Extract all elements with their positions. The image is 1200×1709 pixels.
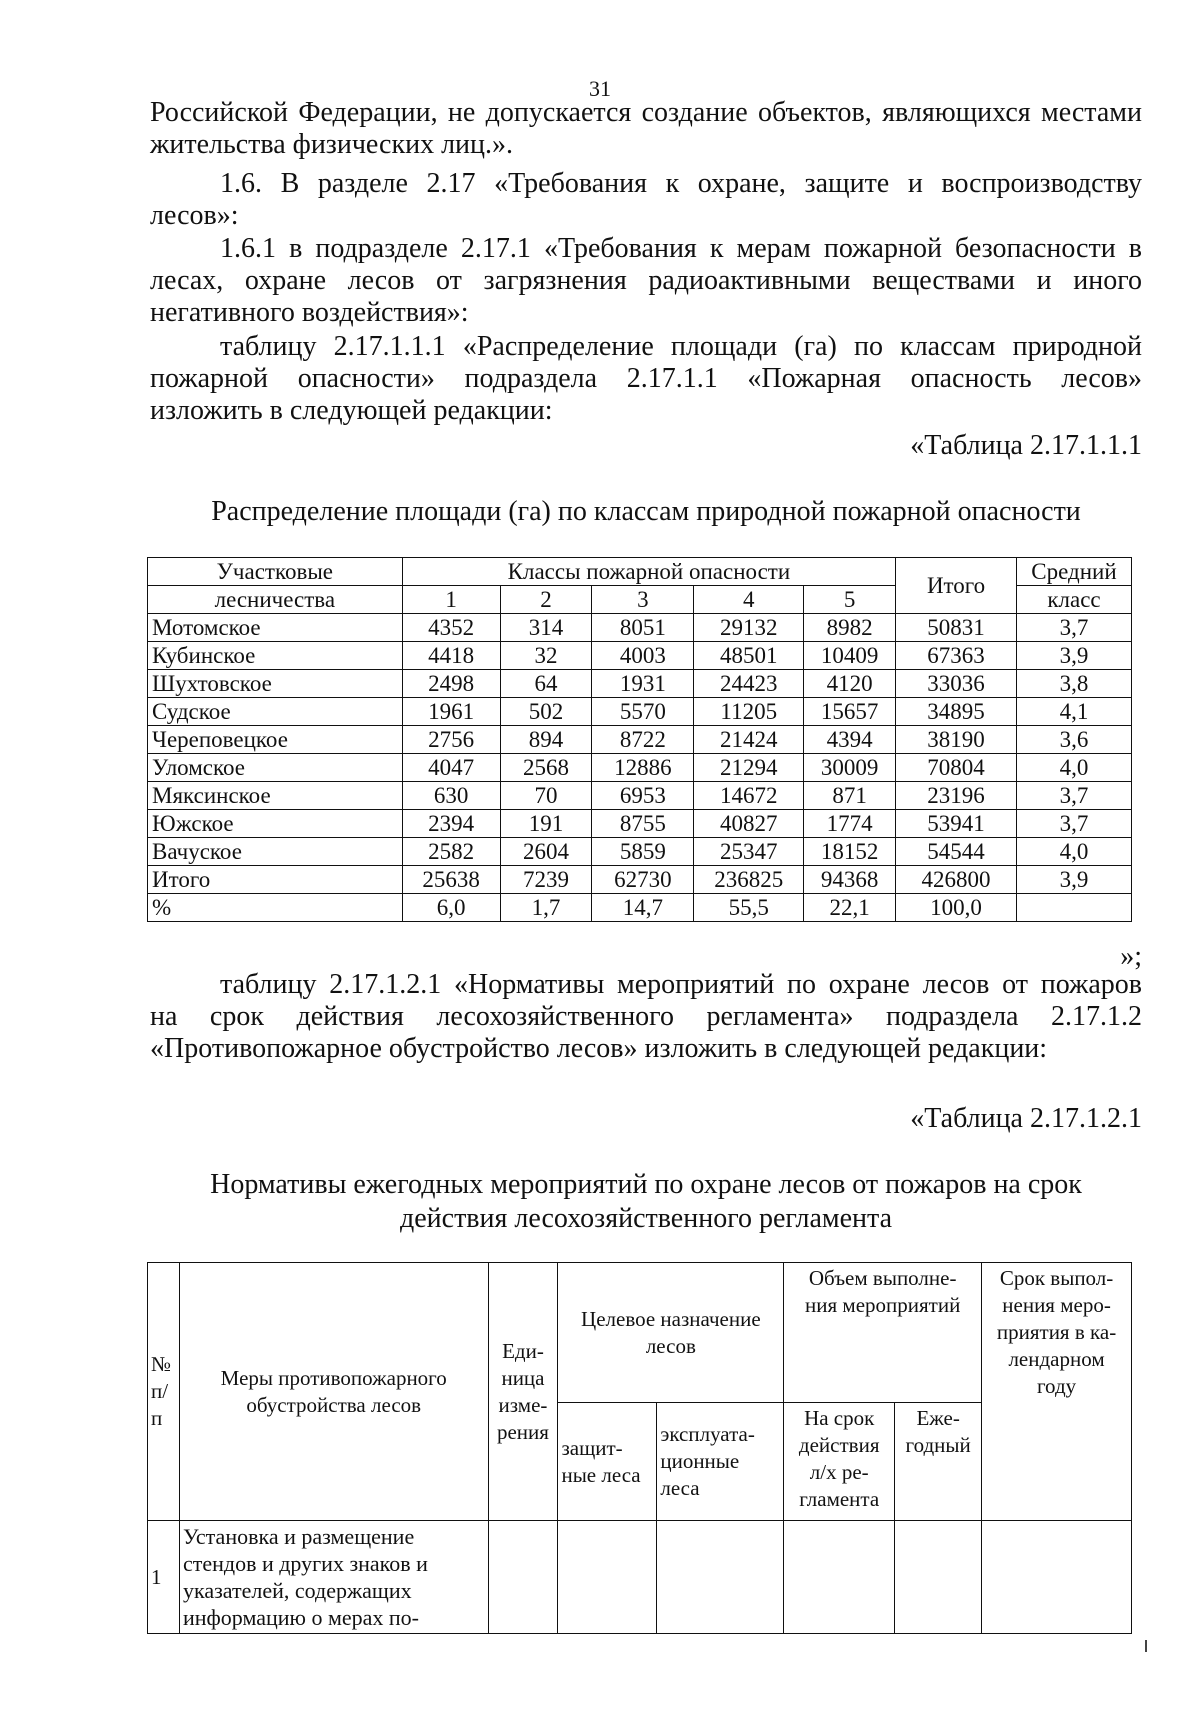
value-cell: 8051 bbox=[592, 614, 694, 642]
intro-paragraph bbox=[150, 97, 1142, 161]
value-cell: 4394 bbox=[804, 726, 896, 754]
value-cell: 4418 bbox=[402, 642, 500, 670]
table-row bbox=[148, 726, 1132, 754]
value-cell: 70 bbox=[500, 782, 592, 810]
value-cell: 29132 bbox=[694, 614, 804, 642]
row-measure: Установка и размещение стендов и других знаков и указателей, содержащих информацию о мерах по- bbox=[179, 1521, 488, 1634]
value-cell: 2498 bbox=[402, 670, 500, 698]
paragraph-table1-intro bbox=[150, 331, 1142, 427]
value-cell: 1774 bbox=[804, 810, 896, 838]
page-number: 31 bbox=[589, 76, 611, 101]
value-cell: 236825 bbox=[694, 866, 804, 894]
value-cell: 5859 bbox=[592, 838, 694, 866]
value-cell: 23196 bbox=[896, 782, 1017, 810]
header-forestry-1: Участковые bbox=[148, 558, 403, 586]
value-cell: 12886 bbox=[592, 754, 694, 782]
value-cell: 2568 bbox=[500, 754, 592, 782]
value-cell: 4,0 bbox=[1016, 754, 1131, 782]
table-row bbox=[148, 642, 1132, 670]
value-cell: 30009 bbox=[804, 754, 896, 782]
value-cell: 502 bbox=[500, 698, 592, 726]
table-row bbox=[148, 754, 1132, 782]
table1-close: »; bbox=[1120, 941, 1142, 972]
value-cell: 25638 bbox=[402, 866, 500, 894]
row-cell bbox=[558, 1521, 657, 1634]
value-cell: 14672 bbox=[694, 782, 804, 810]
header-forestry-2: лесничества bbox=[148, 586, 403, 614]
paragraph-1-6-1 bbox=[150, 233, 1142, 329]
value-cell: 3,6 bbox=[1016, 726, 1131, 754]
value-cell: 1,7 bbox=[500, 894, 592, 922]
text-line: изложить в следующей редакции: bbox=[150, 395, 553, 426]
forestry-name-cell: Шухтовское bbox=[148, 670, 403, 698]
value-cell: 53941 bbox=[896, 810, 1017, 838]
value-cell: 8722 bbox=[592, 726, 694, 754]
value-cell: 21424 bbox=[694, 726, 804, 754]
value-cell: 894 bbox=[500, 726, 592, 754]
value-cell: 2756 bbox=[402, 726, 500, 754]
value-cell: 32 bbox=[500, 642, 592, 670]
value-cell: 34895 bbox=[896, 698, 1017, 726]
value-cell: 6,0 bbox=[402, 894, 500, 922]
header-term: Срок выпол- нения меро- приятия в ка- лендарном году bbox=[982, 1263, 1132, 1521]
header-class-5: 5 bbox=[804, 586, 896, 614]
value-cell: 3,9 bbox=[1016, 866, 1131, 894]
text-line: жительства физических лиц.». bbox=[150, 129, 514, 160]
header-class-4: 4 bbox=[694, 586, 804, 614]
table-row bbox=[148, 782, 1132, 810]
value-cell: 2394 bbox=[402, 810, 500, 838]
value-cell: 40827 bbox=[694, 810, 804, 838]
text-line: на срок действия лесохозяйственного регламента» подраздела 2.17.1.2 bbox=[150, 1001, 1142, 1032]
header-classes: Классы пожарной опасности bbox=[402, 558, 895, 586]
header-class-2: 2 bbox=[500, 586, 592, 614]
value-cell: 8982 bbox=[804, 614, 896, 642]
row-num: 1 bbox=[148, 1521, 180, 1634]
value-cell: 64 bbox=[500, 670, 592, 698]
forestry-name-cell: Мяксинское bbox=[148, 782, 403, 810]
paragraph-table2-intro bbox=[150, 969, 1142, 1065]
value-cell: 2604 bbox=[500, 838, 592, 866]
value-cell: 15657 bbox=[804, 698, 896, 726]
value-cell: 3,7 bbox=[1016, 810, 1131, 838]
row-cell bbox=[982, 1521, 1132, 1634]
value-cell: 2582 bbox=[402, 838, 500, 866]
forestry-name-cell: Итого bbox=[148, 866, 403, 894]
value-cell: 21294 bbox=[694, 754, 804, 782]
text-line: «Противопожарное обустройство лесов» изложить в следующей редакции: bbox=[150, 1033, 1048, 1064]
paragraph-1-6 bbox=[150, 168, 1142, 232]
table2-title-line: действия лесохозяйственного регламента bbox=[399, 1203, 893, 1234]
text-line: лесов»: bbox=[150, 200, 239, 231]
row-cell bbox=[784, 1521, 895, 1634]
table1-title: Распределение площади (га) по классам природной пожарной опасности bbox=[211, 496, 1081, 527]
value-cell: 4120 bbox=[804, 670, 896, 698]
table2-title bbox=[150, 1168, 1142, 1236]
table-row bbox=[148, 670, 1132, 698]
header-annual: Еже- годный bbox=[895, 1403, 982, 1521]
value-cell: 6953 bbox=[592, 782, 694, 810]
fire-measures-table bbox=[147, 1262, 1132, 1634]
table-row bbox=[148, 894, 1132, 922]
value-cell: 3,8 bbox=[1016, 670, 1131, 698]
header-measures: Меры противопожарного обустройства лесов bbox=[179, 1263, 488, 1521]
value-cell: 314 bbox=[500, 614, 592, 642]
value-cell: 1931 bbox=[592, 670, 694, 698]
value-cell: 10409 bbox=[804, 642, 896, 670]
row-cell bbox=[488, 1521, 558, 1634]
value-cell: 18152 bbox=[804, 838, 896, 866]
value-cell bbox=[1016, 894, 1131, 922]
table-row bbox=[148, 614, 1132, 642]
forestry-name-cell: Череповецкое bbox=[148, 726, 403, 754]
forestry-name-cell: Судское bbox=[148, 698, 403, 726]
value-cell: 48501 bbox=[694, 642, 804, 670]
value-cell: 67363 bbox=[896, 642, 1017, 670]
value-cell: 50831 bbox=[896, 614, 1017, 642]
value-cell: 55,5 bbox=[694, 894, 804, 922]
table2-title-line: Нормативы ежегодных мероприятий по охране лесов от пожаров на срок bbox=[210, 1169, 1082, 1200]
value-cell: 4003 bbox=[592, 642, 694, 670]
forestry-name-cell: Кубинское bbox=[148, 642, 403, 670]
value-cell: 22,1 bbox=[804, 894, 896, 922]
value-cell: 3,7 bbox=[1016, 782, 1131, 810]
header-volume: Объем выполне- ния мероприятий bbox=[784, 1263, 982, 1403]
fire-danger-table-body bbox=[148, 614, 1132, 922]
value-cell: 5570 bbox=[592, 698, 694, 726]
header-class-1: 1 bbox=[402, 586, 500, 614]
value-cell: 14,7 bbox=[592, 894, 694, 922]
header-avg-2: класс bbox=[1016, 586, 1131, 614]
value-cell: 7239 bbox=[500, 866, 592, 894]
forestry-name-cell: Вачуское bbox=[148, 838, 403, 866]
text-line: лесах, охране лесов от загрязнения радиоактивными веществами и иного bbox=[150, 265, 1142, 296]
value-cell: 11205 bbox=[694, 698, 804, 726]
table-row bbox=[148, 866, 1132, 894]
table-row bbox=[148, 698, 1132, 726]
header-period: На срок действия л/х ре- гламента bbox=[784, 1403, 895, 1521]
text-line: 1.6.1 в подразделе 2.17.1 «Требования к мерам пожарной безопасности в bbox=[220, 233, 1142, 264]
text-line: 1.6. В разделе 2.17 «Требования к охране, защите и воспроизводству bbox=[220, 168, 1142, 199]
forestry-name-cell: Южское bbox=[148, 810, 403, 838]
row-cell bbox=[895, 1521, 982, 1634]
header-unit: Еди- ница изме- рения bbox=[488, 1263, 558, 1521]
value-cell: 4,1 bbox=[1016, 698, 1131, 726]
text-line: негативного воздействия»: bbox=[150, 297, 469, 328]
header-purpose: Целевое назначение лесов bbox=[558, 1263, 784, 1403]
header-class-3: 3 bbox=[592, 586, 694, 614]
header-protective: защит- ные леса bbox=[558, 1403, 657, 1521]
header-exploitation: эксплуата- ционные леса bbox=[657, 1403, 784, 1521]
value-cell: 100,0 bbox=[896, 894, 1017, 922]
header-avg-1: Средний bbox=[1016, 558, 1131, 586]
value-cell: 3,9 bbox=[1016, 642, 1131, 670]
text-line: Российской Федерации, не допускается создание объектов, являющихся местами bbox=[150, 97, 1142, 128]
value-cell: 871 bbox=[804, 782, 896, 810]
value-cell: 1961 bbox=[402, 698, 500, 726]
header-num: № п/ п bbox=[148, 1263, 180, 1521]
value-cell: 24423 bbox=[694, 670, 804, 698]
value-cell: 4047 bbox=[402, 754, 500, 782]
header-total: Итого bbox=[896, 558, 1017, 614]
value-cell: 3,7 bbox=[1016, 614, 1131, 642]
text-line: таблицу 2.17.1.1.1 «Распределение площади (га) по классам природной bbox=[220, 331, 1142, 362]
value-cell: 70804 bbox=[896, 754, 1017, 782]
value-cell: 8755 bbox=[592, 810, 694, 838]
text-line: таблицу 2.17.1.2.1 «Нормативы мероприятий по охране лесов от пожаров bbox=[220, 969, 1142, 1000]
value-cell: 4352 bbox=[402, 614, 500, 642]
value-cell: 54544 bbox=[896, 838, 1017, 866]
value-cell: 62730 bbox=[592, 866, 694, 894]
table-row bbox=[148, 1521, 1132, 1634]
forestry-name-cell: Уломское bbox=[148, 754, 403, 782]
text-line: пожарной опасности» подраздела 2.17.1.1 «Пожарная опасность лесов» bbox=[150, 363, 1142, 394]
value-cell: 38190 bbox=[896, 726, 1017, 754]
table-row bbox=[148, 810, 1132, 838]
value-cell: 4,0 bbox=[1016, 838, 1131, 866]
row-cell bbox=[657, 1521, 784, 1634]
table1-label: «Таблица 2.17.1.1.1 bbox=[910, 430, 1142, 461]
table2-label: «Таблица 2.17.1.2.1 bbox=[910, 1103, 1142, 1134]
value-cell: 25347 bbox=[694, 838, 804, 866]
value-cell: 33036 bbox=[896, 670, 1017, 698]
scan-mark bbox=[1145, 1640, 1147, 1652]
fire-danger-table bbox=[147, 557, 1132, 922]
forestry-name-cell: Мотомское bbox=[148, 614, 403, 642]
table-row bbox=[148, 838, 1132, 866]
forestry-name-cell: % bbox=[148, 894, 403, 922]
value-cell: 426800 bbox=[896, 866, 1017, 894]
value-cell: 94368 bbox=[804, 866, 896, 894]
value-cell: 630 bbox=[402, 782, 500, 810]
value-cell: 191 bbox=[500, 810, 592, 838]
